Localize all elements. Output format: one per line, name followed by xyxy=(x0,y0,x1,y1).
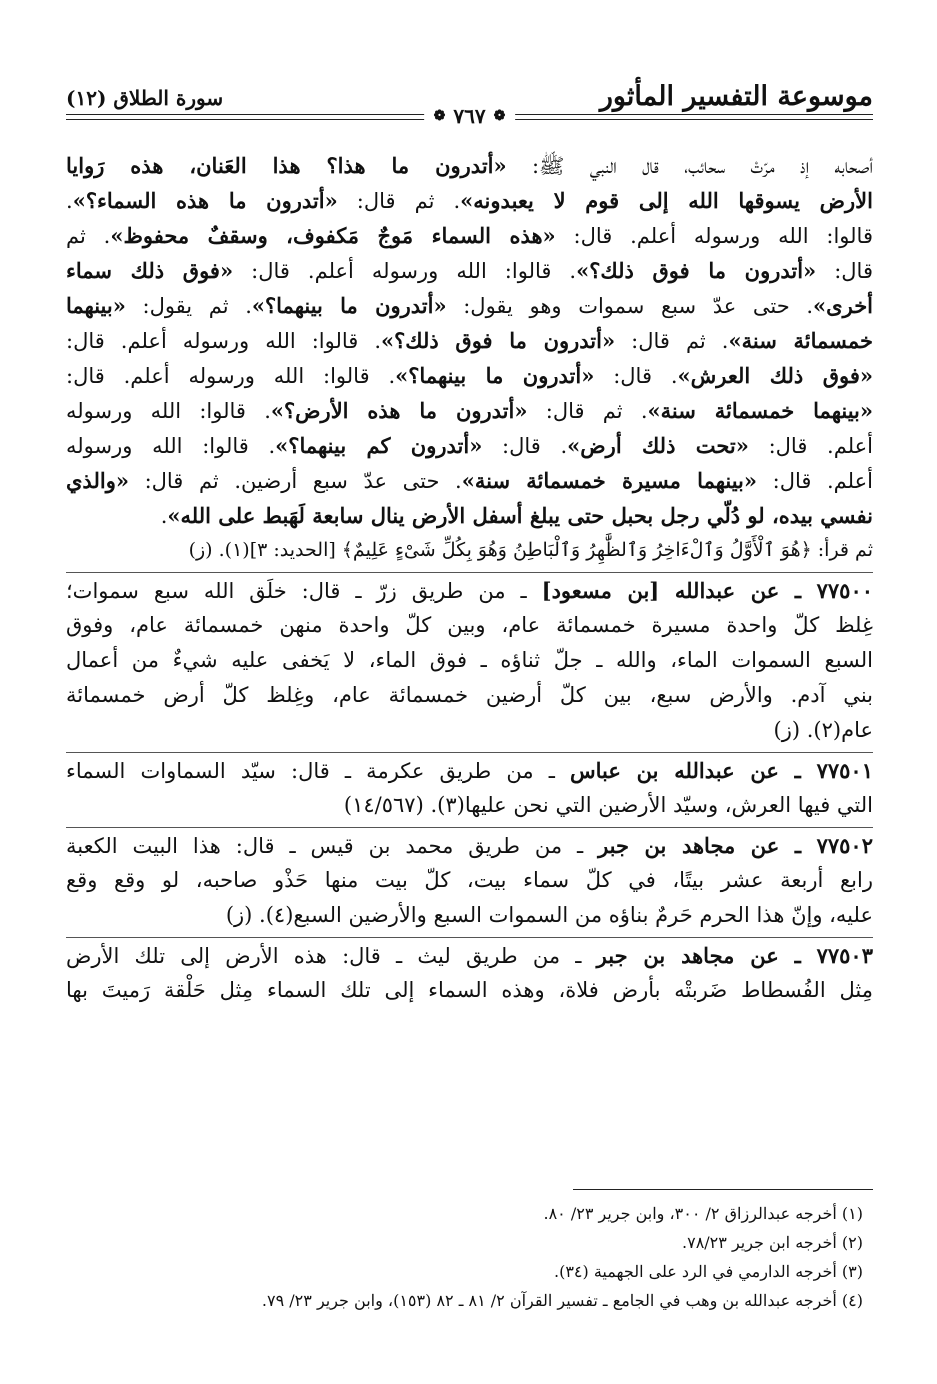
bold-segment: الأرض يسوقها الله إلى قوم لا يعبدونه» xyxy=(460,188,873,213)
text-segment: . قال: xyxy=(482,434,568,458)
text-line xyxy=(66,973,873,1008)
text-line xyxy=(66,573,873,608)
text-segment: . قالوا: الله ورسوله أعلم. قال: xyxy=(66,364,396,388)
footnote: (١) أخرجه عبدالرزاق ٢/ ٣٠٠، وابن جرير ٢٣/ ٨٠. xyxy=(543,1204,863,1223)
text-segment: . قالوا: الله ورسوله أعلم. قال: xyxy=(233,259,577,283)
bold-segment: ٧٧٥٠٣ ـ عن مجاهد بن جبر xyxy=(596,943,873,968)
entry xyxy=(66,753,873,823)
text-line xyxy=(66,393,873,428)
text-segment: التي فيها العرش، وسيّد الأرضين التي نحن عليها(٣). (١٤/٥٦٧) xyxy=(343,793,873,817)
text-segment: . ثم xyxy=(66,224,111,248)
text-segment: أصحابه إذ مرّتْ سحائب، قال النبي ﷺ: xyxy=(506,154,873,178)
bold-segment: «والذي xyxy=(66,468,129,493)
text-segment: . xyxy=(160,504,168,528)
bold-segment: «تحت ذلك أرض» xyxy=(567,433,749,458)
text-segment: . ثم قال: xyxy=(527,399,648,423)
bold-segment: «أتدرون ما بينهما؟» xyxy=(395,363,595,388)
text-segment: . قالوا: الله ورسوله xyxy=(66,434,276,458)
text-segment: قال: xyxy=(816,259,873,283)
text-segment: . قال: xyxy=(594,364,678,388)
bold-segment: ٧٧٥٠١ ـ عن عبدالله بن عباس xyxy=(570,758,873,783)
bold-segment: «أتدرون ما هذه السماء؟» xyxy=(72,188,338,213)
text-line xyxy=(66,678,873,713)
text-line xyxy=(66,183,873,218)
entry xyxy=(66,573,873,748)
bold-segment: «أتدرون كم بينهما؟» xyxy=(275,433,483,458)
bold-segment: «فوق ذلك العرش» xyxy=(677,363,873,388)
text-line xyxy=(66,428,873,463)
hadith-paragraph xyxy=(66,148,873,533)
page xyxy=(66,0,873,1384)
bold-segment: «أتدرون ما فوق ذلك؟» xyxy=(576,258,817,283)
entry xyxy=(66,938,873,1008)
text-line xyxy=(66,358,873,393)
bold-segment: «هذه السماء مَوجٌ مَكفوف، وسقفٌ محفوظ» xyxy=(110,223,556,248)
bold-segment: ٧٧٥٠٠ ـ عن عبدالله [بن مسعود] xyxy=(541,578,873,603)
text-line xyxy=(66,148,873,183)
surah-title: سورة الطلاق (١٢) xyxy=(66,86,224,110)
footnote: (٢) أخرجه ابن جرير ٧٨/٢٣. xyxy=(682,1233,863,1252)
bold-segment: «بينهما xyxy=(66,293,126,318)
ornament-icon: ❁ xyxy=(433,108,446,124)
text-segment: ـ من طريق زرّ ـ قال: خلَق الله سبع سموات؛ xyxy=(66,579,542,603)
text-line xyxy=(66,253,873,288)
text-line xyxy=(66,288,873,323)
page-number-text: ٧٦٧ xyxy=(453,104,486,128)
text-segment: . حتى عدّ سبع سموات وهو يقول: xyxy=(446,294,814,318)
page-number xyxy=(424,104,516,128)
text-segment: . ثم قال: xyxy=(337,189,461,213)
text-line xyxy=(66,498,873,533)
footnotes xyxy=(66,1200,873,1316)
bold-segment: «أتدرون ما هذه الأرض؟» xyxy=(270,398,528,423)
text-segment: . حتى عدّ سبع أرضين. ثم قال: xyxy=(128,469,462,493)
footnote-rule xyxy=(573,1189,873,1190)
text-segment: رابع أربعة عشر بيتًا، في كلّ سماء بيت، كلّ بيت منها حَذْو صاحبه، لو وقع وقع xyxy=(66,868,873,892)
text-segment: . قالوا: الله ورسوله أعلم. قال: xyxy=(66,329,382,353)
text-segment: . ثم قال: xyxy=(615,329,729,353)
verse-line: ثم قرأ: ﴿هُوَ ٱلْأَوَّلُ وَٱلْءَاخِرُ وَٱلظَّٰهِرُ وَٱلْبَاطِنُ وَهُوَ بِكُلِّ شَىْءٍ عَلِيمٌ﴾ [الحديد: ٣](١). (ز) xyxy=(188,539,873,561)
text-segment: مِثل الفُسطاط ضَربتْه بأرض فلاة، وهذه السماء إلى تلك السماء مِثل حَلْقة رَميتَ بها xyxy=(66,978,873,1002)
text-segment: قالوا: الله ورسوله أعلم. قال: xyxy=(555,224,873,248)
text-line xyxy=(66,323,873,358)
text-segment: بني آدم. والأرض سبع، بين كلّ أرضين خمسمائة عام، وغِلظ كلّ أرض خمسمائة xyxy=(66,683,873,707)
text-line xyxy=(66,713,873,748)
bold-segment: «بينهما مسيرة خمسمائة سنة» xyxy=(461,468,758,493)
bold-segment: «أتدرون ما بينهما؟» xyxy=(251,293,447,318)
entries xyxy=(66,572,873,1008)
bold-segment: أخرى» xyxy=(813,293,873,318)
text-line xyxy=(66,463,873,498)
text-segment: السبع السموات الماء، والله ـ جلّ ثناؤه ـ فوق الماء، لا يَخفى عليه شيءٌ من أعمال xyxy=(66,648,873,672)
bold-segment: ٧٧٥٠٢ ـ عن مجاهد بن جبر xyxy=(598,833,873,858)
text-line xyxy=(66,938,873,973)
ornament-icon: ❁ xyxy=(493,108,506,124)
text-segment: ـ من طريق محمد بن قيس ـ قال: هذا البيت الكعبة xyxy=(66,834,599,858)
text-line xyxy=(66,898,873,933)
text-segment: . قالوا: الله ورسوله xyxy=(66,399,271,423)
entry xyxy=(66,828,873,933)
text-segment: عليه، وإنّ هذا الحرم حَرمٌ بناؤه من السموات السبع والأرضين السبع(٤). (ز) xyxy=(225,903,873,927)
text-segment: غِلظ كلّ واحدة مسيرة خمسمائة عام، وبين كلّ واحدة منهن خمسمائة عام، وفوق xyxy=(66,613,873,637)
bold-segment: «فوق ذلك سماء xyxy=(66,258,234,283)
text-segment: ـ من طريق ليث ـ قال: هذه الأرض إلى تلك الأرض xyxy=(66,944,597,968)
book-title: موسوعة التفسير المأثور xyxy=(599,81,873,112)
text-line xyxy=(66,218,873,253)
main-text xyxy=(66,148,873,1008)
text-line xyxy=(66,753,873,788)
text-line xyxy=(66,828,873,863)
bold-segment: «بينهما خمسمائة سنة» xyxy=(647,398,873,423)
text-segment: أعلم. قال: xyxy=(757,469,873,493)
text-segment: . ثم يقول: xyxy=(125,294,252,318)
text-segment: أعلم. قال: xyxy=(748,434,873,458)
text-segment: ـ من طريق عكرمة ـ قال: سيّد السماوات السماء xyxy=(66,759,570,783)
bold-segment: «أتدرون ما فوق ذلك؟» xyxy=(381,328,616,353)
text-segment: عام(٢). (ز) xyxy=(773,718,873,742)
text-line xyxy=(66,643,873,678)
footnote: (٤) أخرجه عبدالله بن وهب في الجامع ـ تفسير القرآن ٢/ ٨١ ـ ٨٢ (١٥٣)، وابن جرير ٢٣/ ٧٩. xyxy=(261,1291,863,1310)
text-line xyxy=(66,863,873,898)
text-line xyxy=(66,608,873,643)
bold-segment: نفسي بيده، لو دُلّي رجل بحبل حتى يبلغ أسفل الأرض ينال سابعة لَهَبط على الله» xyxy=(167,503,873,528)
text-line xyxy=(66,788,873,823)
footnote: (٣) أخرجه الدارمي في الرد على الجهمية (٣٤). xyxy=(554,1262,863,1281)
bold-segment: «أتدرون ما هذا؟ هذا العَنان، هذه رَوايا xyxy=(66,153,507,178)
text-segment: . xyxy=(66,189,73,213)
bold-segment: خمسمائة سنة» xyxy=(728,328,873,353)
